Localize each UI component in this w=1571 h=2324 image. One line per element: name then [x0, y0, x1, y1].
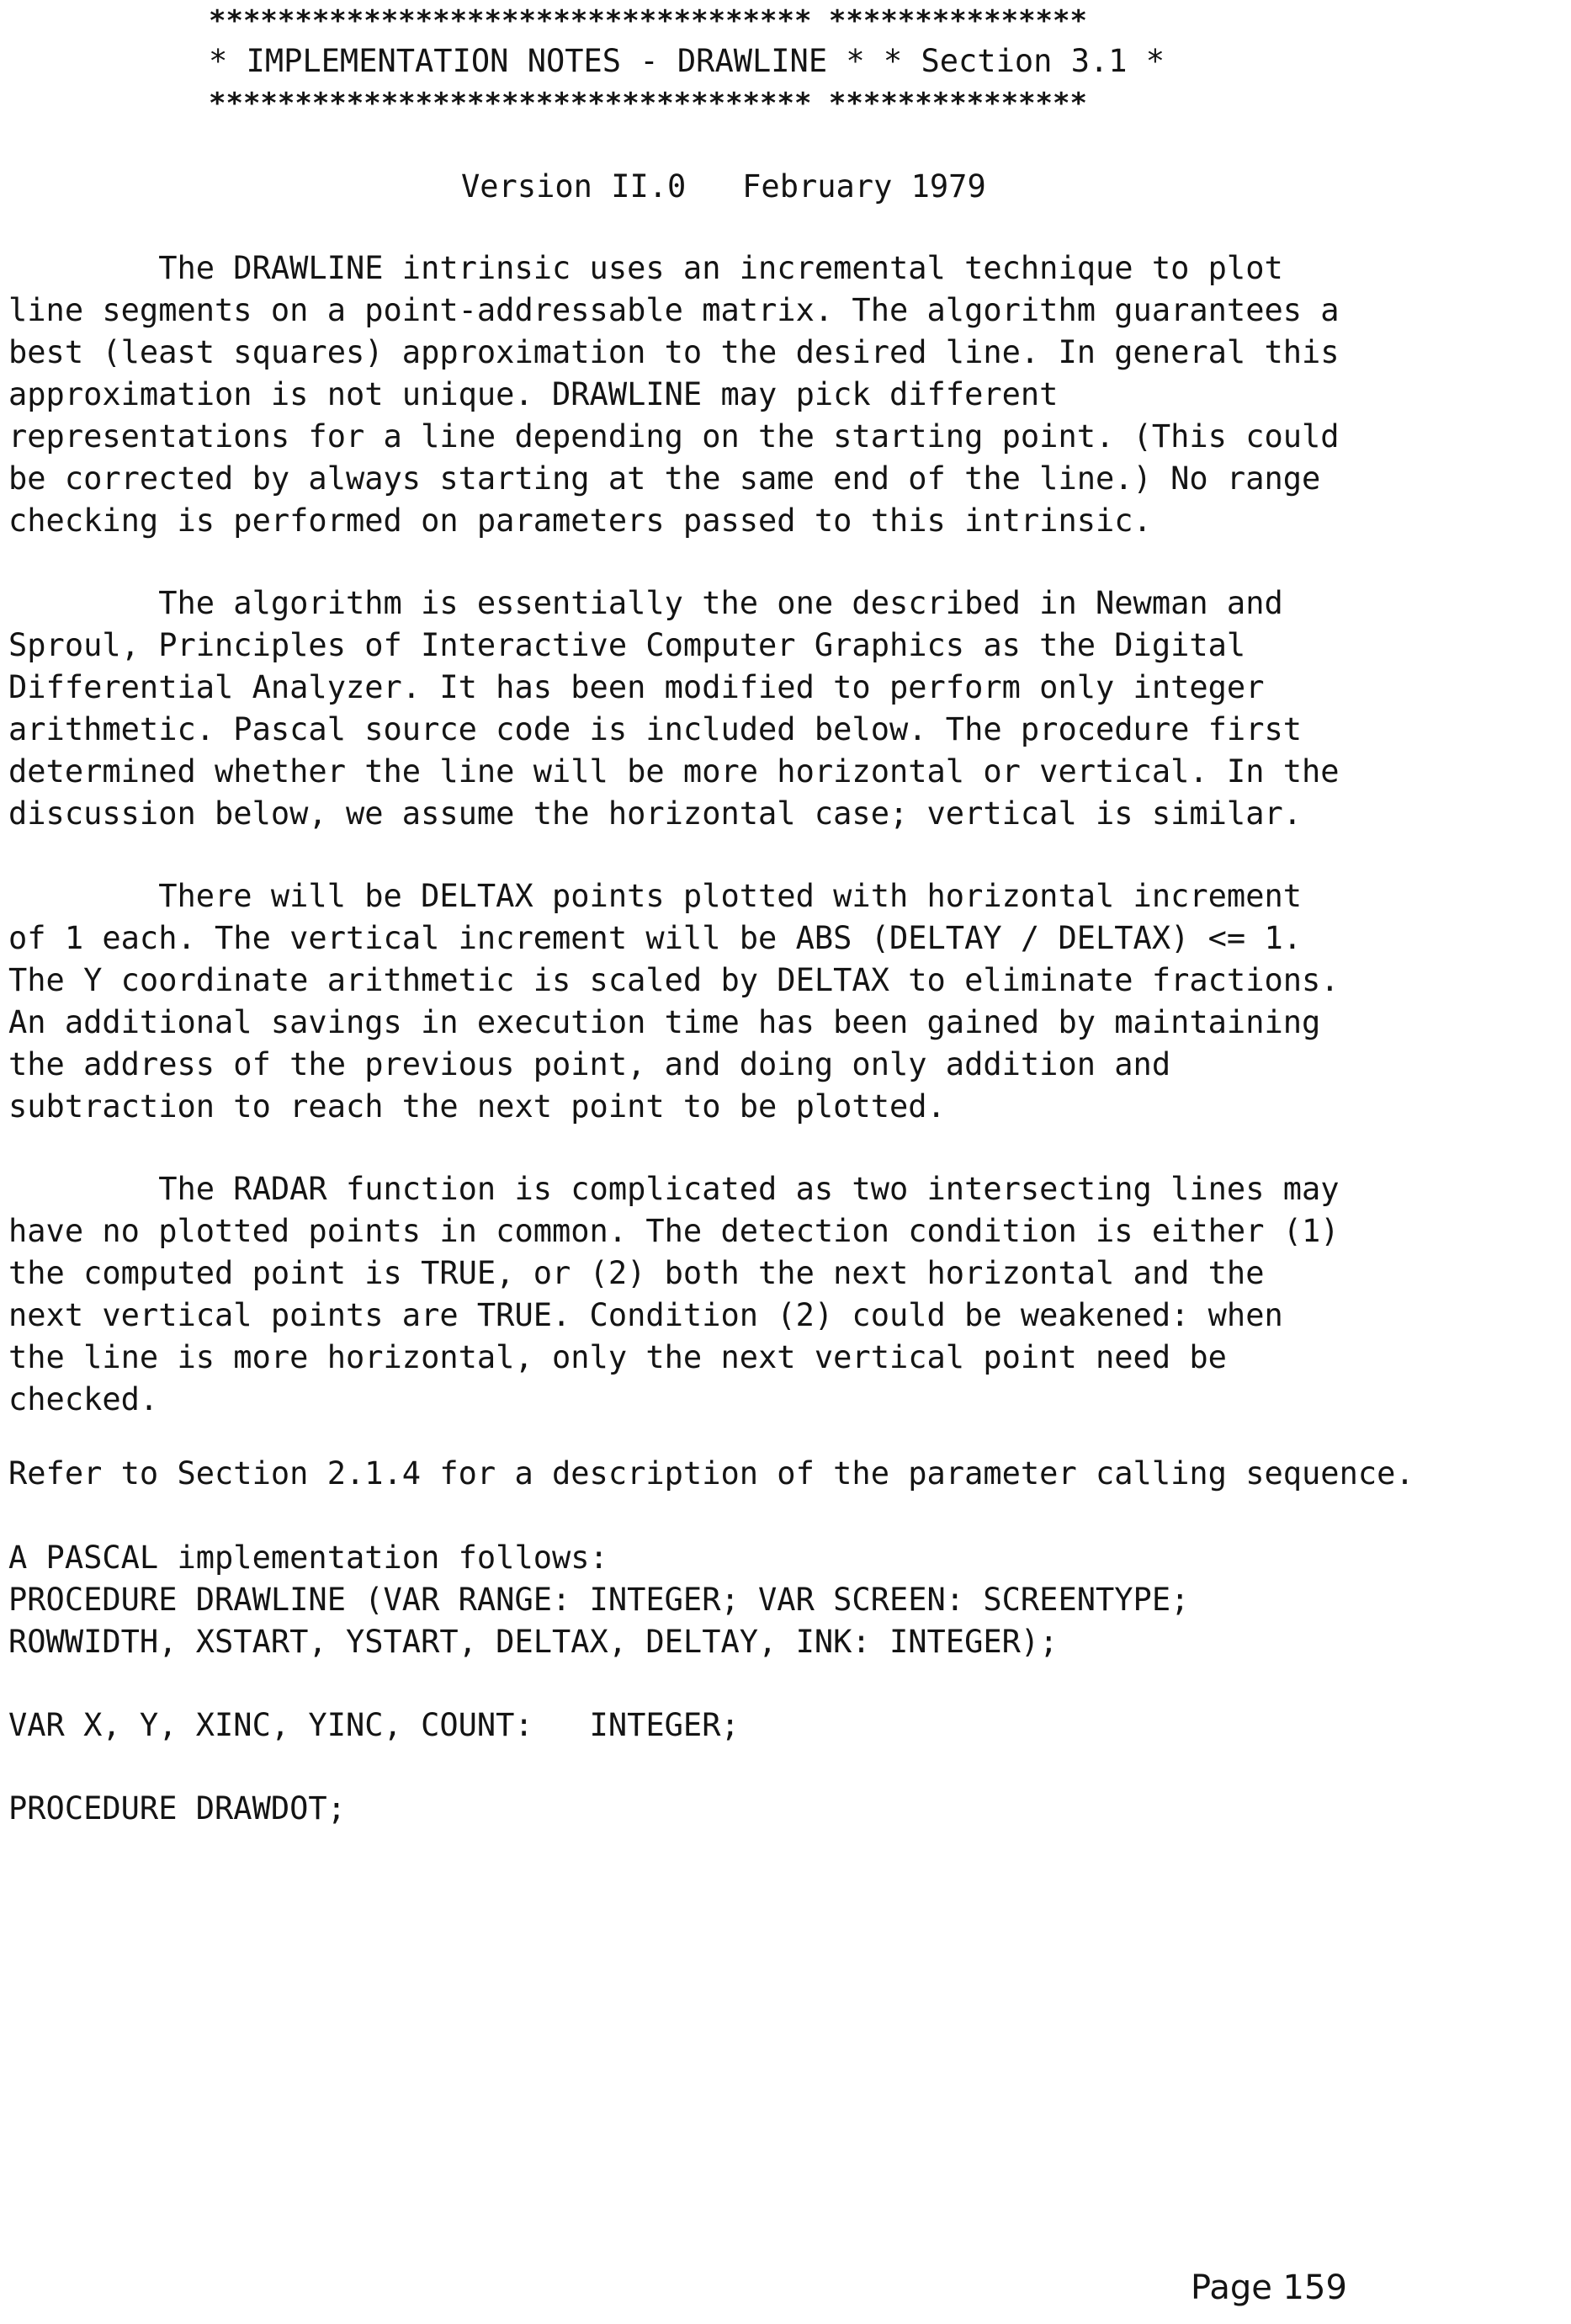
paragraph-2-line-3: Differential Analyzer. It has been modified to perform only integer: [8, 669, 1265, 705]
paragraph-4-line-4: next vertical points are TRUE. Condition (2) could be weakened: when: [8, 1297, 1283, 1333]
paragraph-1-line-1: The DRAWLINE intrinsic uses an incremental technique to plot: [8, 250, 1283, 286]
header-stars-top: *********************************** ***************: [209, 4, 1087, 38]
paragraph-1-line-7: checking is performed on parameters passed to this intrinsic.: [8, 503, 1152, 539]
paragraph-1-line-6: be corrected by always starting at the same end of the line.) No range: [8, 460, 1321, 497]
paragraph-3-line-5: the address of the previous point, and doing only addition and: [8, 1046, 1171, 1082]
header-title: * IMPLEMENTATION NOTES - DRAWLINE * * Section 3.1 *: [209, 43, 1165, 79]
code-line-1: PROCEDURE DRAWLINE (VAR RANGE: INTEGER; VAR SCREEN: SCREENTYPE;: [8, 1582, 1190, 1618]
paragraph-2-line-6: discussion below, we assume the horizontal case; vertical is similar.: [8, 795, 1303, 832]
paragraph-1-line-4: approximation is not unique. DRAWLINE may pick different: [8, 376, 1059, 412]
refer-line: Refer to Section 2.1.4 for a description of the parameter calling sequence.: [8, 1455, 1414, 1492]
pascal-intro: A PASCAL implementation follows:: [8, 1540, 608, 1576]
code-line-4: PROCEDURE DRAWDOT;: [8, 1790, 346, 1827]
paragraph-3-line-1: There will be DELTAX points plotted with horizontal increment: [8, 878, 1303, 914]
code-line-3: VAR X, Y, XINC, YINC, COUNT: INTEGER;: [8, 1707, 740, 1743]
paragraph-2-line-4: arithmetic. Pascal source code is included below. The procedure first: [8, 711, 1303, 747]
page-number: Page 159: [1191, 2268, 1347, 2307]
paragraph-3-line-6: subtraction to reach the next point to be plotted.: [8, 1088, 946, 1125]
paragraph-3-line-4: An additional savings in execution time has been gained by maintaining: [8, 1004, 1321, 1040]
paragraph-2-line-5: determined whether the line will be more horizontal or vertical. In the: [8, 753, 1340, 790]
paragraph-1-line-5: representations for a line depending on the starting point. (This could: [8, 418, 1340, 455]
paragraph-2-line-2: Sproul, Principles of Interactive Computer Graphics as the Digital: [8, 627, 1246, 663]
paragraph-3-line-3: The Y coordinate arithmetic is scaled by DELTAX to eliminate fractions.: [8, 962, 1340, 998]
paragraph-2-line-1: The algorithm is essentially the one described in Newman and: [8, 585, 1283, 621]
version-line: Version II.0 February 1979: [461, 168, 986, 205]
paragraph-3-line-2: of 1 each. The vertical increment will be ABS (DELTAY / DELTAX) <= 1.: [8, 920, 1303, 956]
paragraph-1-line-3: best (least squares) approximation to the desired line. In general this: [8, 334, 1340, 370]
code-line-2: ROWWIDTH, XSTART, YSTART, DELTAX, DELTAY, INK: INTEGER);: [8, 1624, 1059, 1660]
paragraph-4-line-2: have no plotted points in common. The detection condition is either (1): [8, 1213, 1340, 1249]
paragraph-4-line-3: the computed point is TRUE, or (2) both the next horizontal and the: [8, 1255, 1265, 1291]
paragraph-4-line-1: The RADAR function is complicated as two intersecting lines may: [8, 1171, 1340, 1207]
paragraph-1-line-2: line segments on a point-addressable matrix. The algorithm guarantees a: [8, 292, 1340, 328]
paragraph-4-line-5: the line is more horizontal, only the next vertical point need be: [8, 1339, 1227, 1375]
paragraph-4-line-6: checked.: [8, 1381, 159, 1417]
header-stars-bottom: *********************************** ***************: [209, 87, 1087, 120]
